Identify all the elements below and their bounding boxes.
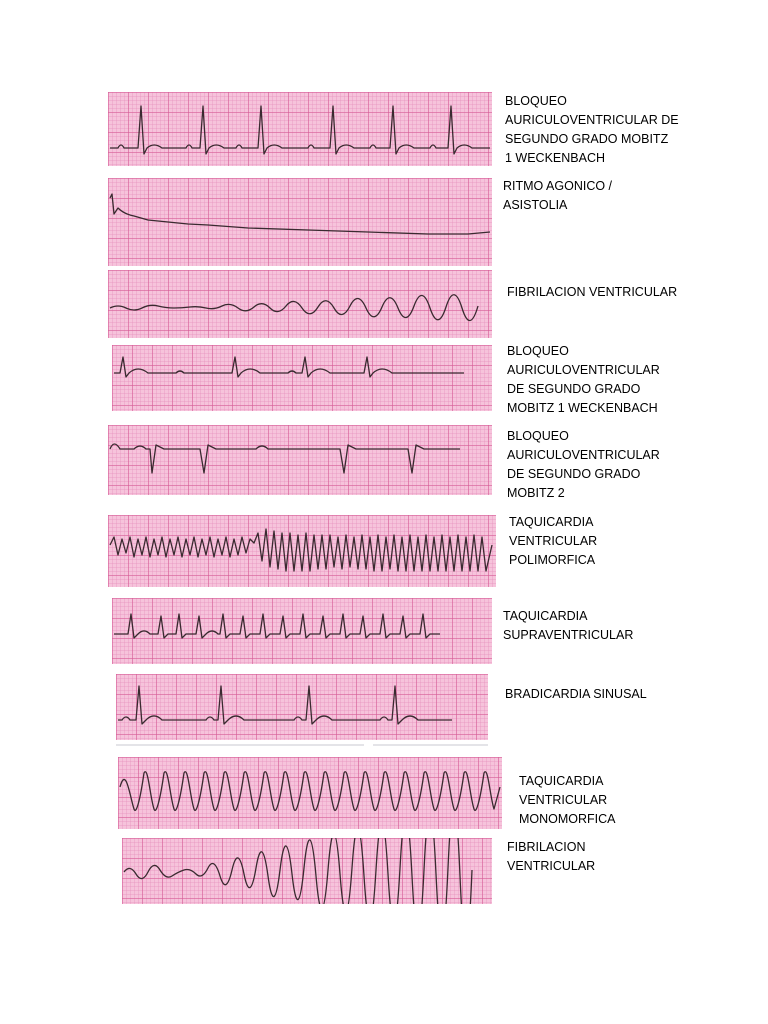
strip-label-monomorphic-vt: TAQUICARDIA VENTRICULAR MONOMORFICA — [519, 774, 616, 826]
strip-label-vfib-fine: FIBRILACION VENTRICULAR — [507, 285, 678, 299]
ecg-trace-agonal — [108, 178, 492, 266]
ecg-strip-sinus-brady — [116, 674, 488, 740]
separator-line-right — [373, 744, 488, 746]
strip-label-svt: TAQUICARDIA SUPRAVENTRICULAR — [503, 609, 634, 642]
ecg-trace-vfib-coarse — [122, 838, 492, 904]
strip-label-mobitz1-b: BLOQUEO AURICULOVENTRICULAR DE SEGUNDO GRADO MOBITZ 1 WECKENBACH — [507, 344, 660, 415]
ecg-strip-agonal — [108, 178, 492, 266]
strip-label-mobitz1: BLOQUEO AURICULOVENTRICULAR DE SEGUNDO GRADO MOBITZ 1 WECKENBACH — [505, 94, 679, 165]
ecg-strip-vfib-coarse — [122, 838, 492, 904]
ecg-strip-monomorphic-vt — [118, 757, 502, 829]
ecg-trace-mobitz1 — [108, 92, 492, 166]
ecg-strip-polymorphic-vt — [108, 515, 496, 587]
ecg-trace-svt — [112, 598, 492, 664]
ecg-strip-mobitz2 — [108, 425, 492, 495]
strip-label-polymorphic-vt: TAQUICARDIA VENTRICULAR POLIMORFICA — [509, 515, 598, 567]
strip-label-vfib-coarse: FIBRILACION VENTRICULAR — [507, 840, 596, 873]
ecg-strip-vfib-fine — [108, 270, 492, 338]
ecg-trace-monomorphic-vt — [118, 757, 502, 829]
ecg-trace-sinus-brady — [116, 674, 488, 740]
ecg-trace-polymorphic-vt — [108, 515, 496, 587]
ecg-trace-mobitz1-b — [112, 345, 492, 411]
ecg-trace-mobitz2 — [108, 425, 492, 495]
strip-label-sinus-brady: BRADICARDIA SINUSAL — [505, 687, 647, 701]
ecg-strip-mobitz1-b — [112, 345, 492, 411]
ecg-strip-mobitz1 — [108, 92, 492, 166]
strip-label-agonal: RITMO AGONICO / ASISTOLIA — [503, 179, 613, 212]
ecg-trace-vfib-fine — [108, 270, 492, 338]
separator-line-left — [116, 744, 364, 746]
strip-label-mobitz2: BLOQUEO AURICULOVENTRICULAR DE SEGUNDO GRADO MOBITZ 2 — [507, 429, 660, 500]
ecg-strip-svt — [112, 598, 492, 664]
